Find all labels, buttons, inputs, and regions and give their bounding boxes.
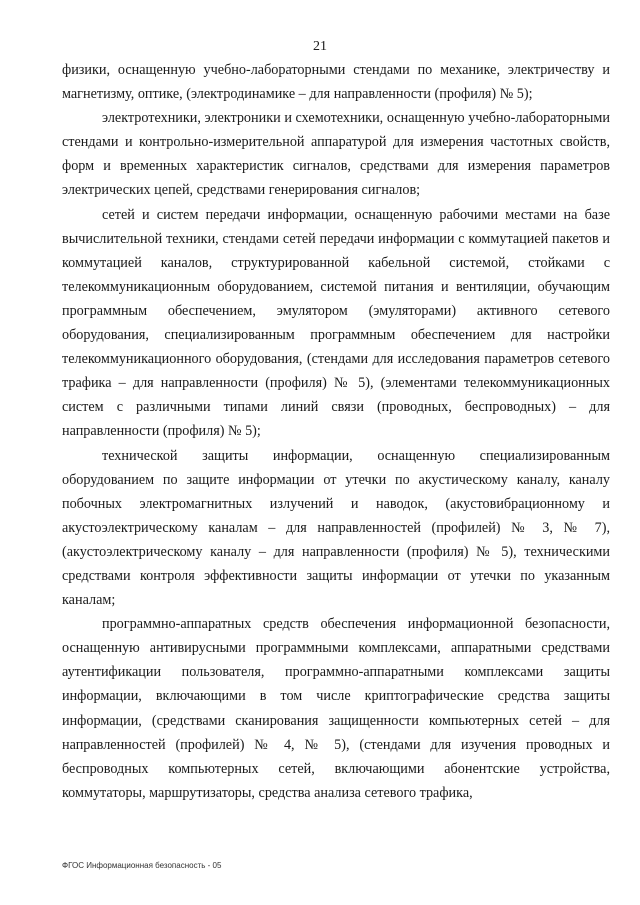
paragraph-technical-protection-lab: технической защиты информации, оснащенную специализированным оборудованием по защите информации от утечки по акустическому каналу, каналу побочных электромагнитных излучений и наводок, (акустовибрационному и акустоэлектрическому каналам – для направленностей (профилей) № 3, № 7), (акустоэлектрическому каналу – для направленности (профиля) № 5), техническими средствами контроля эффективности защиты информации от утечки по указанным каналам;: [62, 447, 610, 609]
paragraph-software-hardware-security-lab: программно-аппаратных средств обеспечения информационной безопасности, оснащенную антивирусными программными комплексами, аппаратными средствами аутентификации пользователя, программно-аппаратными комплексами защиты информации, включающими в том числе криптографические средства защиты информации, (средствами сканирования защищенности компьютерных сетей – для направленностей (профилей) № 4, № 5), (стендами для изучения проводных и беспроводных компьютерных сетей, включающими абонентские устройства, коммутаторы, маршрутизаторы, средства анализа сетевого трафика,: [62, 616, 610, 801]
paragraph-electrotechnics-lab: электротехники, электроники и схемотехники, оснащенную учебно-лабораторными стендами и контрольно-измерительной аппаратурой для измерения частотных свойств, форм и временных характеристик сигналов, средствами для измерения параметров электрических цепей, средствами генерирования сигналов;: [62, 110, 610, 199]
page-number: 21: [313, 39, 327, 54]
paragraph-physics-lab: физики, оснащенную учебно-лабораторными стендами по механике, электричеству и магнетизму, оптике, (электродинамике – для направленности (профиля) № 5);: [62, 62, 610, 103]
paragraph-networks-lab: сетей и систем передачи информации, оснащенную рабочими местами на базе вычислительной техники, стендами сетей передачи информации с коммутацией пакетов и коммутацией каналов, структурированной кабельной системой, стойками с телекоммуникационным оборудованием, системой питания и вентиляции, обучающим программным обеспечением, эмулятором (эмуляторами) активного сетевого оборудования, специализированным программным обеспечением для настройки телекоммуникационного оборудования, (стендами для исследования параметров сетевого трафика – для направленности (профиля) № 5), (элементами телекоммуникационных систем с различными типами линий связи (проводных, беспроводных) – для направленности (профиля) № 5);: [62, 206, 610, 440]
document-body: [62, 58, 610, 805]
page-footer: ФГОС Информационная безопасность - 05: [62, 861, 222, 870]
